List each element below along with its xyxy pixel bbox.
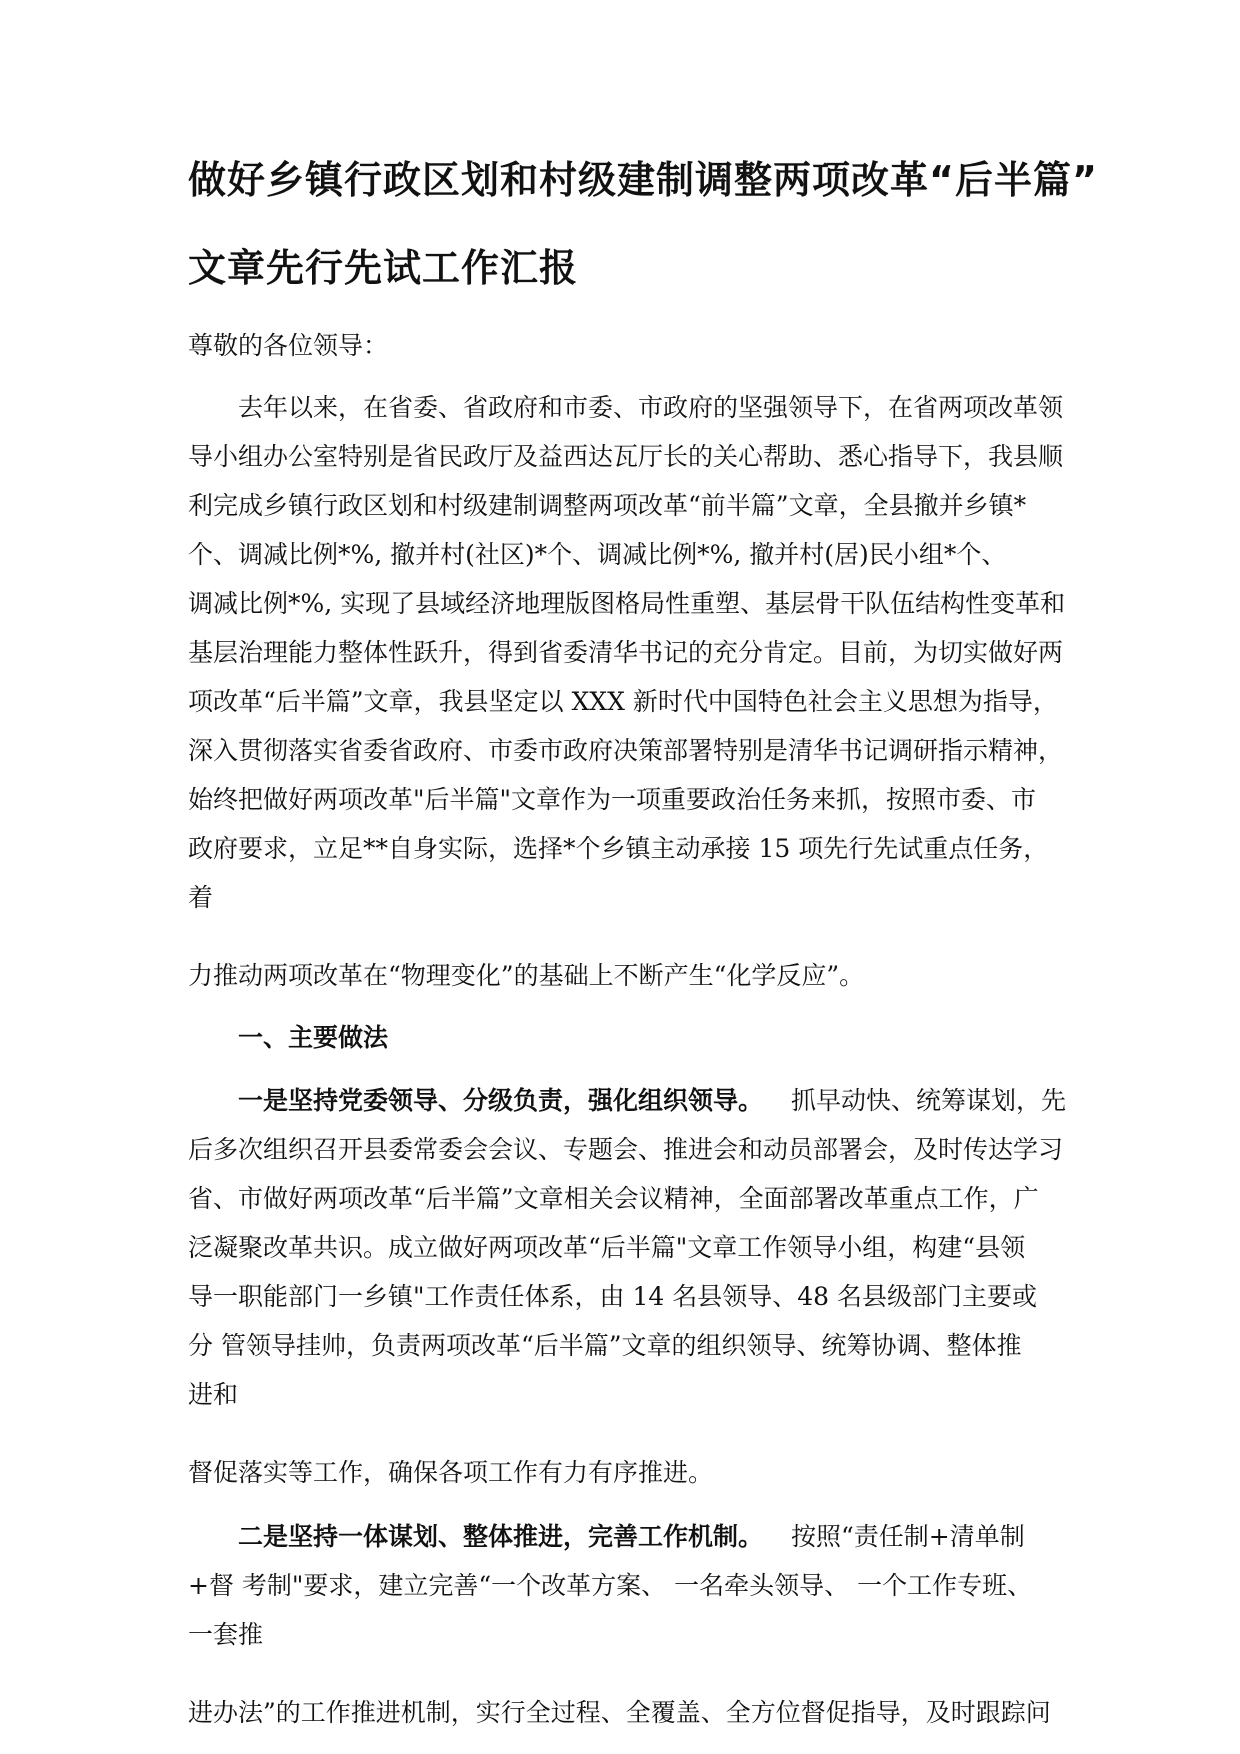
point-1-line: 进和 xyxy=(188,1380,239,1409)
intro-line: 去年以来，在省委、省政府和市委、市政府的坚强领导下，在省两项改革领 xyxy=(238,393,1064,422)
point-1-line: 泛凝聚改革共识。成立做好两项改革“后半篇"文章工作领导小组，构建“县领 xyxy=(188,1233,1026,1262)
intro-line: 政府要求，立足**自身实际，选择*个乡镇主动承接 15 项先行先试重点任务， xyxy=(188,834,1049,863)
point-1-line: 省、市做好两项改革“后半篇”文章相关会议精神，全面部署改革重点工作，广 xyxy=(188,1184,1039,1213)
point-2-line: 一套推 xyxy=(188,1620,264,1649)
section-heading-main-practices: 一、主要做法 xyxy=(238,1023,389,1052)
intro-line: 力推动两项改革在“物理变化”的基础上不断产生“化学反应”。 xyxy=(188,961,865,990)
intro-line: 基层治理能力整体性跃升，得到省委清华书记的充分肯定。目前，为切实做好两 xyxy=(188,638,1064,667)
point-2-first-line xyxy=(238,1521,1025,1553)
salutation: 尊敬的各位领导： xyxy=(188,331,389,360)
point-1-line: 导一职能部门一乡镇"工作责任体系，由 14 名县领导、48 名县级部门主要或 xyxy=(188,1282,1037,1311)
point-2-line: 进办法”的工作推进机制，实行全过程、全覆盖、全方位督促指导，及时跟踪问 xyxy=(188,1698,1051,1727)
point-2-heading: 二是坚持一体谋划、整体推进，完善工作机制。 xyxy=(238,1522,764,1551)
intro-line: 利完成乡镇行政区划和村级建制调整两项改革“前半篇”文章，全县撤并乡镇* xyxy=(188,491,1027,520)
point-1-text: 抓早动快、统筹谋划，先 xyxy=(790,1086,1066,1115)
intro-line: 项改革“后半篇”文章，我县坚定以 XXX 新时代中国特色社会主义思想为指导， xyxy=(188,687,1058,716)
intro-line: 深入贯彻落实省委省政府、市委市政府决策部署特别是清华书记调研指示精神， xyxy=(188,736,1064,765)
document-title-line-1: 做好乡镇行政区划和村级建制调整两项改革“后半篇” xyxy=(188,158,1098,202)
point-2-line: +督 考制"要求，建立完善“一个改革方案、 一名牵头领导、 一个工作专班、 xyxy=(188,1571,1033,1600)
point-1-heading: 一是坚持党委领导、分级负责，强化组织领导。 xyxy=(238,1086,764,1115)
point-1-first-line xyxy=(238,1085,1066,1117)
intro-line: 着 xyxy=(188,883,214,912)
intro-line: 始终把做好两项改革"后半篇"文章作为一项重要政治任务来抓，按照市委、市 xyxy=(188,785,1037,814)
point-2-text: 按照“责任制+清单制 xyxy=(790,1522,1025,1551)
point-1-line: 督促落实等工作，确保各项工作有力有序推进。 xyxy=(188,1458,714,1487)
point-1-line: 后多次组织召开县委常委会会议、专题会、推进会和动员部署会，及时传达学习 xyxy=(188,1135,1064,1164)
document-title-line-2: 文章先行先试工作汇报 xyxy=(188,246,579,290)
point-1-line: 分 管领导挂帅，负责两项改革“后半篇”文章的组织领导、统筹协调、整体推 xyxy=(188,1331,1022,1360)
intro-line: 个、调减比例*%, 撤并村(社区)*个、调减比例*%, 撤并村(居)民小组*个、 xyxy=(188,540,1007,569)
intro-line: 调减比例*%, 实现了县域经济地理版图格局性重塑、基层骨干队伍结构性变革和 xyxy=(188,589,1066,618)
intro-line: 导小组办公室特别是省民政厅及益西达瓦厅长的关心帮助、悉心指导下，我县顺 xyxy=(188,442,1064,471)
